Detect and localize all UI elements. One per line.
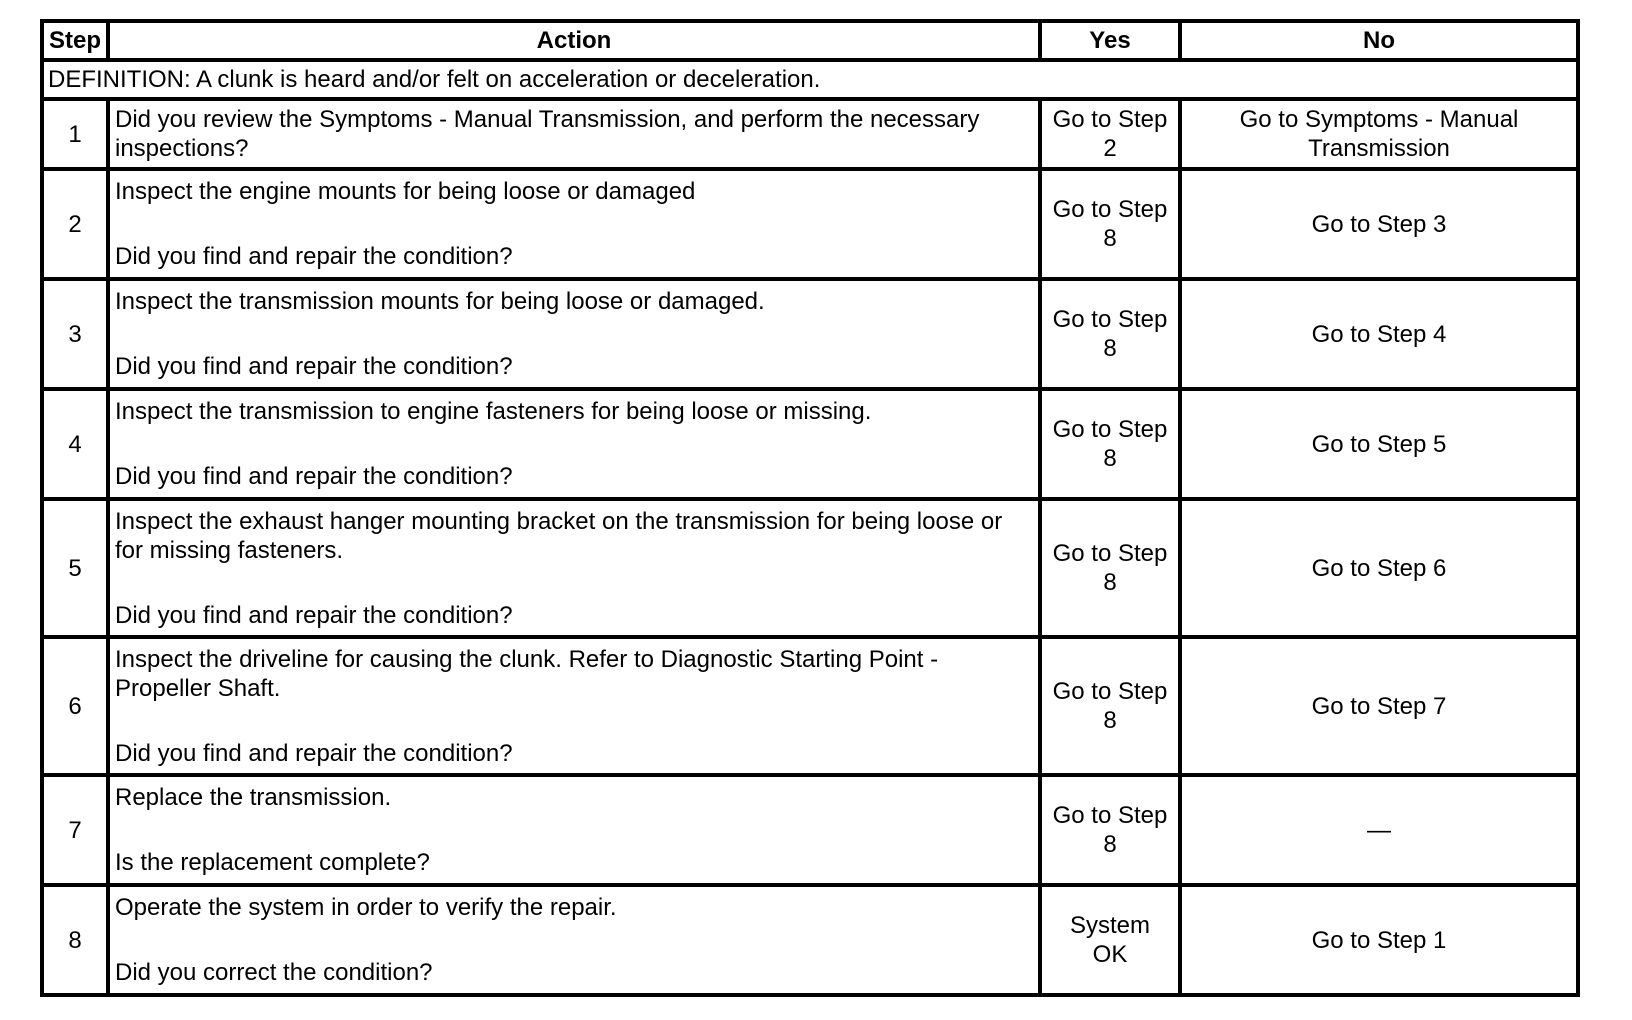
header-step: Step [42, 21, 108, 60]
yes-line: Go to Step [1052, 678, 1168, 705]
no-cell: Go to Step 3 [1180, 169, 1578, 279]
yes-cell [1040, 99, 1180, 169]
definition-row [42, 60, 1578, 99]
action-cell [108, 279, 1040, 389]
no-cell: Go to Step 4 [1180, 279, 1578, 389]
action-text: Inspect the transmission to engine fasteners for being loose or missing. [115, 398, 872, 425]
yes-cell [1040, 169, 1180, 279]
no-cell: Go to Step 6 [1180, 499, 1578, 637]
action-cell [108, 885, 1040, 995]
action-question: Did you find and repair the condition? [115, 463, 513, 490]
table-row [42, 99, 1578, 169]
action-cell [108, 169, 1040, 279]
action-cell [108, 389, 1040, 499]
yes-cell [1040, 775, 1180, 885]
header-yes: Yes [1040, 21, 1180, 60]
action-cell [108, 775, 1040, 885]
diagnostic-table [40, 19, 1580, 997]
no-cell: Go to Step 7 [1180, 637, 1578, 775]
step-number: 5 [42, 499, 108, 637]
action-text: Replace the transmission. [115, 784, 392, 811]
yes-cell [1040, 389, 1180, 499]
yes-cell [1040, 637, 1180, 775]
table-row [42, 389, 1578, 499]
no-cell: Go to Step 5 [1180, 389, 1578, 499]
step-number: 4 [42, 389, 108, 499]
step-number: 8 [42, 885, 108, 995]
header-no: No [1180, 21, 1578, 60]
action-question: Did you find and repair the condition? [115, 243, 513, 270]
yes-cell [1040, 279, 1180, 389]
action-text: Did you review the Symptoms - Manual Transmission, and perform the necessary inspections? [115, 106, 980, 162]
action-question: Did you correct the condition? [115, 959, 433, 986]
action-text: Operate the system in order to verify the repair. [115, 894, 617, 921]
step-number: 1 [42, 99, 108, 169]
action-question: Did you find and repair the condition? [115, 353, 513, 380]
step-number: 6 [42, 637, 108, 775]
yes-line: Go to Step [1052, 196, 1168, 223]
yes-line: Go to Step [1052, 106, 1168, 133]
no-cell: Go to Step 1 [1180, 885, 1578, 995]
action-text: Inspect the transmission mounts for being loose or damaged. [115, 288, 765, 315]
yes-line: 2 [1103, 135, 1117, 162]
yes-line: 8 [1103, 569, 1117, 596]
definition-text: DEFINITION: A clunk is heard and/or felt on acceleration or deceleration. [42, 60, 1578, 99]
step-number: 7 [42, 775, 108, 885]
yes-line: Go to Step [1052, 802, 1168, 829]
step-number: 3 [42, 279, 108, 389]
yes-line: System [1069, 912, 1150, 939]
action-question: Did you find and repair the condition? [115, 601, 513, 629]
yes-line: 8 [1103, 225, 1117, 252]
yes-cell [1040, 499, 1180, 637]
action-question: Did you find and repair the condition? [115, 739, 513, 767]
table-row [42, 169, 1578, 279]
table-row [42, 775, 1578, 885]
action-text: Inspect the exhaust hanger mounting bracket on the transmission for being loose or for missing fasteners. [115, 507, 1003, 564]
header-action: Action [108, 21, 1040, 60]
table-row [42, 279, 1578, 389]
action-text: Inspect the engine mounts for being loose or damaged [115, 178, 696, 205]
yes-line: Go to Step [1052, 306, 1168, 333]
action-text: Inspect the driveline for causing the clunk. Refer to Diagnostic Starting Point - Propeller Shaft. [115, 645, 939, 702]
action-question: Is the replacement complete? [115, 849, 430, 876]
header-row [42, 21, 1578, 60]
yes-line: Go to Step [1052, 416, 1168, 443]
step-number: 2 [42, 169, 108, 279]
yes-line: 8 [1103, 445, 1117, 472]
no-cell: Go to Symptoms - Manual Transmission [1180, 99, 1578, 169]
yes-line: 8 [1103, 831, 1117, 858]
action-cell [108, 499, 1040, 637]
yes-line: Go to Step [1052, 540, 1168, 567]
action-cell [108, 99, 1040, 169]
table-row [42, 885, 1578, 995]
yes-line: OK [1092, 941, 1128, 968]
no-cell: — [1180, 775, 1578, 885]
yes-line: 8 [1103, 335, 1117, 362]
action-cell [108, 637, 1040, 775]
yes-line: 8 [1103, 707, 1117, 734]
table-row [42, 499, 1578, 637]
table-row [42, 637, 1578, 775]
yes-cell [1040, 885, 1180, 995]
